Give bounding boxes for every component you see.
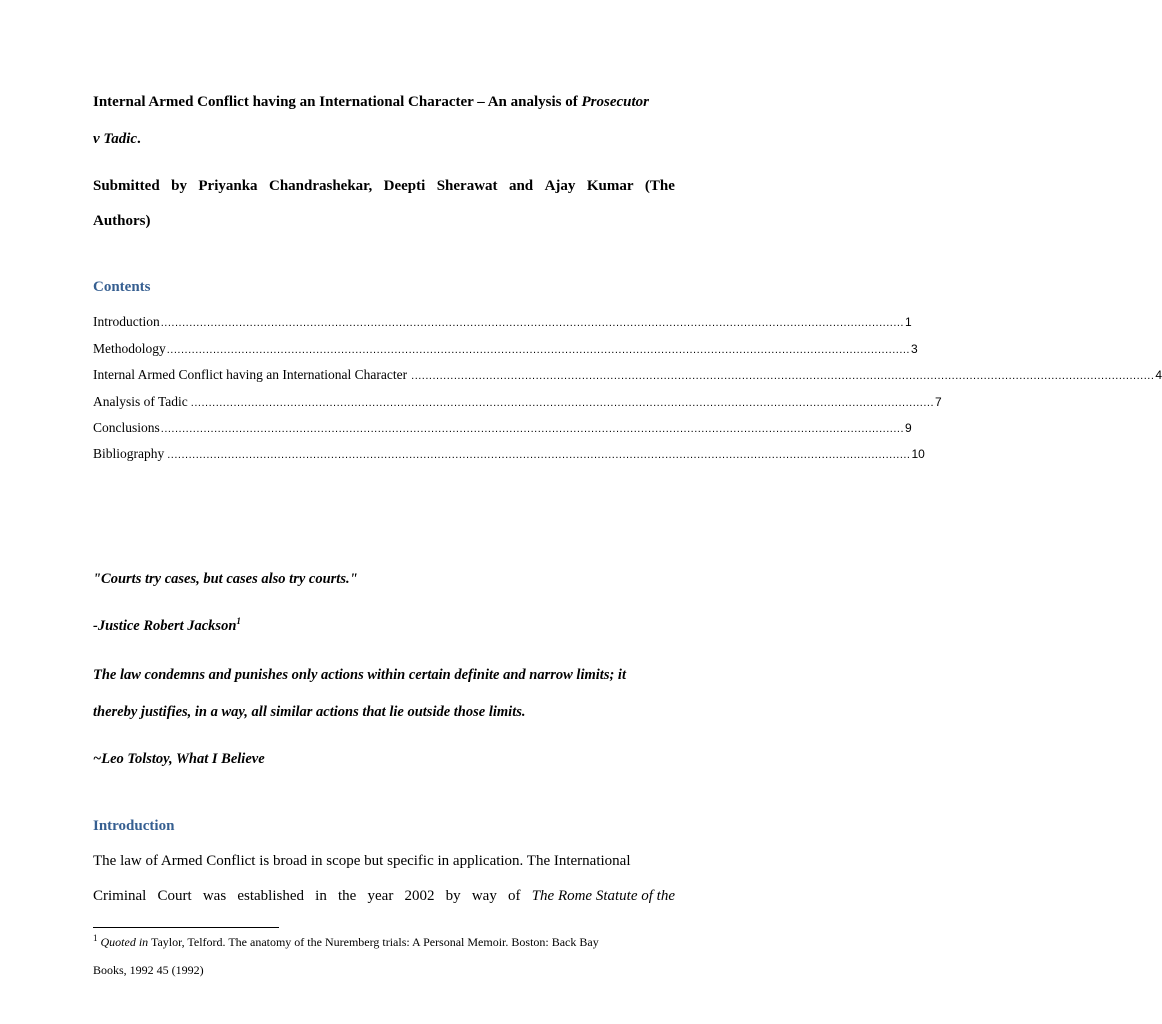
paragraph-word: way [471, 888, 497, 904]
footnote-text: Taylor, Telford. The anatomy of the Nuremberg trials: A Personal Memoir. Boston: Back Bay [148, 935, 599, 949]
authors-line-2: Authors) [93, 213, 151, 229]
paragraph-word: of [508, 888, 521, 904]
footnote-separator [93, 927, 279, 928]
paragraph-word: by [445, 888, 461, 904]
author-word: Chandrashekar, [268, 178, 373, 194]
document-title-line-1 [93, 94, 649, 111]
paragraph-text: The law of Armed Conflict is broad in scope but specific in application. The International [93, 853, 631, 869]
introduction-paragraph-line-2 [93, 888, 675, 905]
author-word: by [171, 178, 187, 194]
paragraph-word: was [202, 888, 227, 904]
toc-page-number: 1 [905, 315, 912, 329]
author-word: and [508, 178, 534, 194]
paragraph-word: established [237, 888, 304, 904]
footnote-line-1 [93, 935, 675, 950]
toc-entry-analysis-of-tadic[interactable] [93, 394, 942, 410]
quote-tolstoy-line-1: The law condemns and punishes only actions within certain definite and narrow limits; it [93, 667, 626, 683]
toc-page-number: 10 [911, 447, 925, 461]
toc-leader-dots: ................................................................................................................................................................................................................. [411, 370, 1155, 382]
paragraph-word: Criminal [93, 888, 147, 904]
author-word: Kumar [586, 178, 634, 194]
toc-page-number: 7 [935, 395, 942, 409]
toc-page-number: 4 [1155, 368, 1162, 382]
toc-leader-dots: ................................................................................................................................................................................................................. [160, 317, 904, 329]
toc-page-number: 3 [911, 342, 918, 356]
toc-entry-internal-armed-conflict[interactable] [93, 367, 1162, 383]
author-word: (The [644, 178, 675, 194]
toc-leader-dots: ................................................................................................................................................................................................................. [190, 397, 935, 409]
paragraph-word: 2002 [404, 888, 435, 904]
footnote-italic-lead: Quoted in [100, 935, 149, 949]
toc-page-number: 9 [905, 421, 912, 435]
toc-leader-dots: ................................................................................................................................................................................................................. [160, 423, 905, 435]
paragraph-word: in [315, 888, 327, 904]
toc-label: Analysis of Tadic [93, 394, 188, 409]
paragraph-word: the [338, 888, 357, 904]
statute-name: The Rome Statute of the [531, 888, 675, 904]
toc-label: Conclusions [93, 420, 160, 435]
contents-heading: Contents [93, 279, 151, 295]
toc-label: Internal Armed Conflict having an International Character [93, 367, 408, 382]
introduction-heading: Introduction [93, 818, 175, 834]
author-word: Deepti [383, 178, 426, 194]
title-period: . [137, 131, 141, 147]
toc-entry-methodology[interactable] [93, 341, 918, 357]
footnote-number: 1 [93, 933, 98, 943]
author-word: Ajay [544, 178, 576, 194]
quote-jackson: "Courts try cases, but cases also try courts." [93, 571, 358, 587]
document-title-line-2 [93, 131, 141, 148]
toc-leader-dots: ................................................................................................................................................................................................................. [167, 449, 911, 461]
toc-entry-conclusions[interactable] [93, 420, 912, 436]
authors-line-1 [93, 178, 675, 195]
toc-entry-introduction[interactable] [93, 314, 912, 330]
toc-label: Introduction [93, 314, 160, 329]
paragraph-word: Court [157, 888, 192, 904]
toc-leader-dots: ................................................................................................................................................................................................................. [166, 344, 910, 356]
quote-tolstoy-line-2: thereby justifies, in a way, all similar actions that lie outside those limits. [93, 704, 526, 720]
quote-author: -Justice Robert Jackson [93, 618, 237, 634]
introduction-paragraph-line-1 [93, 853, 675, 870]
title-text: Internal Armed Conflict having an International Character – An analysis of [93, 94, 582, 110]
footnote-reference[interactable]: 1 [236, 616, 241, 627]
author-word: Priyanka [198, 178, 258, 194]
toc-label: Methodology [93, 341, 166, 356]
footnote-line-2: Books, 1992 45 (1992) [93, 963, 204, 977]
title-case-name-part-1: Prosecutor [581, 94, 649, 110]
author-word: Submitted [93, 178, 160, 194]
quote-tolstoy-attribution: ~Leo Tolstoy, What I Believe [93, 751, 265, 767]
quote-jackson-attribution [93, 618, 241, 635]
paragraph-word: year [367, 888, 394, 904]
author-word: Sherawat [436, 178, 498, 194]
toc-entry-bibliography[interactable] [93, 446, 925, 462]
toc-label: Bibliography [93, 446, 165, 461]
title-case-name-part-2: v Tadic [93, 131, 138, 147]
